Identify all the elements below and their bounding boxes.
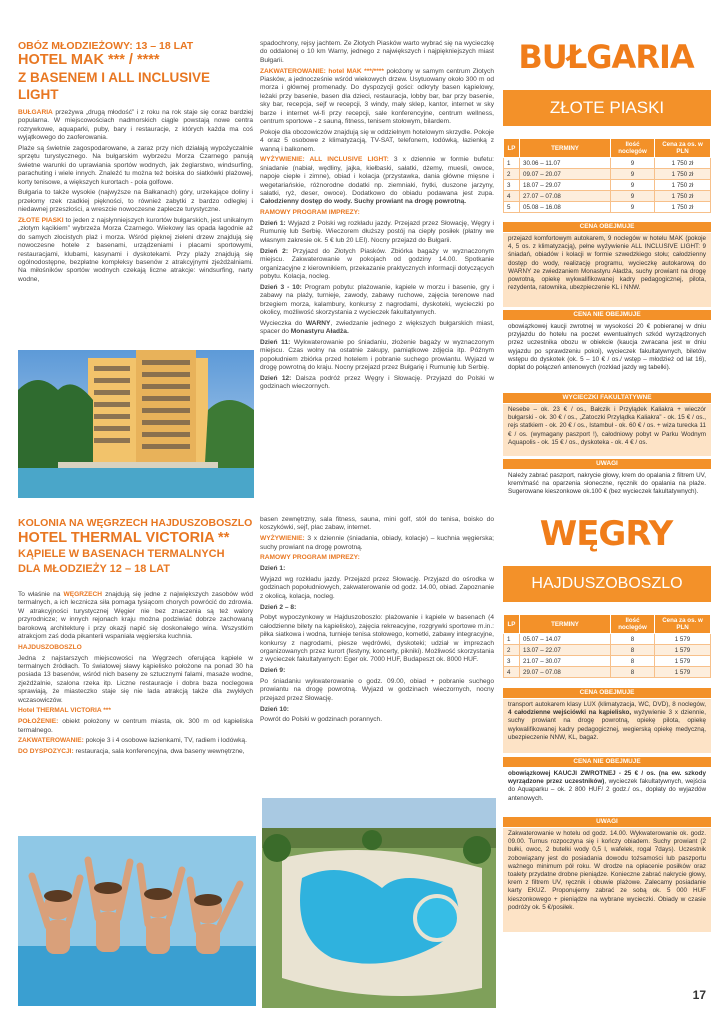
table-header-terms: TERMINY: [520, 615, 611, 634]
hungary-title-line2: HOTEL THERMAL VICTORIA **: [18, 530, 230, 546]
table-row: 1 05.07 – 14.07 8 1 579: [504, 634, 711, 645]
bulgaria-title-line2: HOTEL MAK *** / ****: [18, 52, 160, 68]
hungary-facilities-cont: basen zewnętrzny, sala fitness, sauna, mini golf, stół do tenisa, boisko do koszykówki, sejf, plac zabaw, internet.: [260, 516, 494, 532]
hungary-price-table: [503, 614, 711, 678]
bulgaria-excludes-title: CENA NIE OBEJMUJE: [503, 310, 711, 320]
table-row: 1 30.06 – 11.07 9 1 750 zł: [504, 158, 711, 169]
hungary-day-10-label: Dzień 10:: [260, 705, 289, 713]
table-header-row: [504, 139, 711, 158]
hungary-column-right: [260, 516, 494, 796]
kids-in-pool-photo: [18, 836, 256, 1006]
table-row: 5 05.08 – 16.08 9 1 750 zł: [504, 202, 711, 213]
table-header-nights: Ilość noclegów: [611, 615, 655, 634]
bulgaria-varna-text: spadochrony, rejsy jachtem. Ze Złotych Piasków warto wybrać się na wycieczkę do oddalonej o 10 km Warny, jednego z największych i najpiękniejszych miast Bułgarii.: [260, 40, 494, 64]
country-title-bulgaria: BUŁGARIA: [518, 38, 694, 76]
bulgaria-day-3-10: Dzień 3 - 10: Program pobytu: plażowanie, kąpiele w morzu i basenie, gry i zabawy na plaży, turnieje, zawody, zabawy ruchowe, zajęcia terenowe nad brzegiem morza, kalambury, konkursy z nagrodami, dyskoteki, wycieczki po okolicy, możliwość skorzystania z wycieczek fakultatywnych.: [260, 283, 494, 316]
thermal-pool-photo: [262, 798, 496, 1008]
bulgaria-day-12: Dzień 12: Dalsza podróż przez Węgry i Słowację. Przyjazd do Polski w godzinach wieczornych.: [260, 374, 494, 391]
bulgaria-title-line3: Z BASENEM I ALL INCLUSIVE LIGHT: [18, 70, 211, 102]
table-row: 2 09.07 – 20.07 9 1 750 zł: [504, 169, 711, 180]
bulgaria-day-2: Dzień 2: Przyjazd do Złotych Piasków. Zbiórka bagaży w wyznaczonym miejscu. Zakwaterowanie w pokojach od godziny 14.00. Spotkanie organizacyjne z kierownikiem, przekazanie praktycznych informacji dotyczących pobytu. Kolacja, nocleg.: [260, 247, 494, 280]
bulgaria-column-right: [260, 40, 494, 500]
hungary-hotel-title: Hotel THERMAL VICTORIA ***: [18, 707, 111, 715]
hungary-day-1-label: Dzień 1:: [260, 565, 286, 573]
hungary-location: POŁOŻENIE: obiekt położony w centrum miasta, ok. 300 m od kąpieliska termalnego.: [18, 718, 253, 734]
table-header-nights: Ilość noclegów: [611, 139, 655, 158]
bulgaria-food: WYŻYWIENIE: ALL INCLUSIVE LIGHT: 3 x dziennie w formie bufetu: śniadanie (nabiał, wędliny, jajka, kiełbaski, sałatki, dżemy, muesli, owoce, napoje ciepłe i zimne), obiad i kolacja (przystawka, dania główne mięsne i wegetariańskie, różnorodne dodatki np. ziemniaki, frytki, duszone jarzyny, sałatki, ryż, deser, owoce). Dodatkowo do obiadu podawana jest zupa. Całodzienny dostęp do wody. Suchy prowiant na drogę powrotną.: [260, 156, 494, 206]
table-header-row: [504, 615, 711, 634]
hungary-facilities: DO DYSPOZYCJI: restauracja, sala konferencyjna, dwa baseny wewnętrzne,: [18, 748, 245, 756]
hungary-day-2-8: Pobyt wypoczynkowy w Hajduszoboszlo: plażowanie i kąpiele w basenach (4 całodzienne bilety na kąpielisko), zajęcia rekreacyjne, rozgrywki sportowe m.in.: piłka siatkowa i wodna, turnieje tenisa stołowego, kometki, zabawy integracyjne, konkursy z nagrodami, piesze wędrówki, dyskoteki; udział w imprezach organizowanych przez kurort (festyny, koncerty, pikniki). Możliwość skorzystania z wycieczek fakultatywnych: Eger ok. 7000 HUF, Budapeszt ok. 8000 HUF.: [260, 614, 494, 664]
table-header-lp: LP: [504, 139, 520, 158]
bulgaria-excursions-text: Nesebe – ok. 23 € / os., Bałczik i Przylądek Kaliakra + wieczór bułgarski - ok. 30 € / os., „Zatoczki Przylądka Kaliakra” - ok. 15 € / os., rejs statkiem - ok. 20 € / os., Istambuł - ok. 60 € / os. + wiza turecka 11 € / os. (wymagany paszport !), całodniowy pobyt w Parku Wodnym Aquapolis - ok. 15 € / os., dyskoteka - ok. 4 € / os.: [503, 404, 711, 456]
bulgaria-notes-text: Należy zabrać paszport, nakrycie głowy, krem do opalania z filtrem UV, krem/maść na oparzenia słoneczne, ręcznik do opalania na plaże. Sugerowane kieszonkowe ok.100 € (bez wycieczek fakultatywnych).: [508, 472, 706, 496]
hungary-town-title: HAJDUSZOBOSZLO: [18, 643, 82, 651]
hungary-day-2-8-label: Dzień 2 – 8:: [260, 603, 297, 611]
page-number: 17: [692, 988, 706, 1002]
bulgaria-day-11: Dzień 11: Wykwaterowanie po śniadaniu, złożenie bagaży w wyznaczonym miejscu. Czas wolny na ostatnie zakupy, pamiątkowe zdjęcia itp. Późnym popołudniem zbiórka przed hotelem i pobranie suchego prowiantu. Wyjazd w drogę powrotną do kraju. Nocny przejazd przez Bułgarię i Rumunię lub Serbię.: [260, 338, 494, 372]
bulgaria-intro: BUŁGARIA przeżywa „drugą młodość” i z roku na rok staje się coraz bardziej popularna. W miejscowościach nadmorskich ciągle powstają nowe centra rozrywkowe, aquaparki, puby, bary i restauracje, z których każda ma coś wyjątkowego do zaoferowania.: [18, 109, 253, 142]
hungary-notes-title: UWAGI: [503, 817, 711, 827]
bulgaria-price-table: [503, 138, 711, 213]
hungary-includes-text: transport autokarem klasy LUX (klimatyzacja, WC, DVD), 8 noclegów, 4 całodzienne wejściówki na kąpielisko, wyżywienie 3 x dziennie, suchy prowiant na drogę powrotną, opiekę pilota, opiekę wykwalifikowanej kadry pedagogicznej, wegierską opiekę medyczną, ubezpieczenie NNW, KL, bagaż.: [503, 699, 711, 753]
bulgaria-paragraph-mountains: Bułgaria to także wysokie (najwyższe na Bałkanach) góry, urzekające doliny i przełomy rzek rzadkiej piękności, to również zabytki z bardzo odległej i niedawnej przeszłości, a wreszcie nowoczesne zaplecze turystyczne.: [18, 189, 253, 214]
hungary-day-1: Wyjazd wg rozkładu jazdy. Przejazd przez Słowację. Przyjazd do ośrodka w godzinach popołudniowych, zakwaterowanie od godz. 14.00, obiad. Zapoznanie z okolicą, kolacja, nocleg.: [260, 576, 494, 600]
hungary-column-left: [18, 516, 253, 836]
hungary-excludes-text: obowiązkowej KAUCJI ZWROTNEJ - 25 € / os. (na ew. szkody wyrządzone przez uczestników), wycieczek fakultatywnych, wejścia do Aquaparku – ok. 2 800 HUF/ 2 godz./ os., dopłaty do wyjazdów antenowych.: [508, 770, 706, 802]
bulgaria-includes-title: CENA OBEJMUJE: [503, 222, 711, 232]
hungary-day-10: Powrót do Polski w godzinach porannych.: [260, 716, 383, 724]
bulgaria-title-line1: OBÓZ MŁODZIEŻOWY: 13 – 18 LAT: [18, 40, 194, 52]
bulgaria-includes-text: przejazd komfortowym autokarem, 9 noclegów w hotelu MAK (pokoje 4, 5 os. z klimatyzacją), pełne wyżywienie ALL INCLUSIVE LIGHT: 9 śniadań, obiadów i kolacji w formie szwedzkiego stołu; całodzienny dostęp do wody, realizację programu, wycieczkę autokarową do WARNY ze zwiedzaniem Monastyru Aładża, suchy prowiant na drogę powrotną, opiekę wykwalifikowanej kadry pedagogicznej, pilota, rezydenta, ratownika, ubezpieczenie KL i NNW.: [503, 233, 711, 307]
table-row: 3 18.07 – 29.07 9 1 750 zł: [504, 180, 711, 191]
hungary-day-9: Po śniadaniu wykwaterowanie o godz. 09.00, obiad + pobranie suchego prowiantu na drogę powrotną. Wyjazd w godzinach wieczornych, nocny przejazd przez Słowację.: [260, 678, 494, 702]
bulgaria-notes-title: UWAGI: [503, 459, 711, 469]
hungary-town-text: Jedna z najstarszych miejscowości na Węgrzech oferująca kąpiele w termalnych źródłach. To światowej sławy kąpielisko położone na ponad 30 ha posiada 13 basenów, wśród nich baseny ze sztucznymi falami, masaże wodne, zjeżdżalnie, szalona rzeka itp. Liczne restauracje i dobra baza noclegowa sprawiają, że miasteczko staje się nie lada atrakcją także dla zwykłych wczasowiczów.: [18, 654, 253, 704]
hungary-excludes-title: CENA NIE OBEJMUJE: [503, 757, 711, 767]
table-header-terms: TERMINY: [520, 139, 611, 158]
hungary-food: WYŻYWIENIE: 3 x dziennie (śniadania, obiady, kolacje) – kuchnia węgierska; suchy prowiant na drogę powrotną.: [260, 535, 494, 551]
table-header-price: Cena za os. w PLN: [655, 139, 711, 158]
hungary-title-line3: KĄPIELE W BASENACH TERMALNYCH: [18, 548, 225, 560]
table-header-price: Cena za os. w PLN: [655, 615, 711, 634]
hungary-program-title: RAMOWY PROGRAM IMPREZY:: [260, 554, 360, 562]
hungary-includes-title: CENA OBEJMUJE: [503, 688, 711, 698]
bulgaria-excludes-text: obowiązkowej kaucji zwrotnej w wysokości 20 € pobieranej w dniu przyjazdu do hotelu na poczet ewentualnych szkód wyrządzonych przez uczestnika obozu w obiekcie (kaucja zwracana jest w dniu wyjazdu po sprawdzeniu pokoi), wycieczek fakultatywnych, biletów wstępu do dyskotek (ok. 5 – 10 € / os./ wstęp – młodzież od lat 16), dopłat do połączeń antenowych (rozkład jazdy wg tabelki).: [508, 323, 706, 372]
hungary-accommodation: ZAKWATEROWANIE: pokoje 3 i 4 osobowe łazienkami, TV, radiem i lodówką.: [18, 737, 247, 745]
bulgaria-excursions-title: WYCIECZKI FAKULTATYWNE: [503, 393, 711, 403]
resort-band-hajduszoboszlo: HAJDUSZOBOSZLO: [503, 566, 711, 602]
table-row: 2 13.07 – 22.07 8 1 579: [504, 645, 711, 656]
table-row: 4 27.07 – 07.08 9 1 750 zł: [504, 191, 711, 202]
hungary-title-line4: DLA MŁODZIEŻY 12 – 18 LAT: [18, 563, 170, 575]
resort-band-zlote-piaski: ZŁOTE PIASKI: [503, 90, 711, 126]
hungary-day-9-label: Dzień 9:: [260, 667, 286, 675]
bulgaria-day-1: Dzień 1: Wyjazd z Polski wg rozkładu jazdy. Przejazd przez Słowację, Węgry i Rumunię lub Serbię. Wieczorem dłuższy postój na ciepły posiłek (płatny we własnym zakresie ok. 5 € lub 20 LEI). Nocny przejazd do Bułgarii.: [260, 220, 494, 244]
country-title-hungary: WĘGRY: [539, 514, 673, 554]
bulgaria-rooms: Pokoje dla obozowiczów znajdują się w oddzielnym hotelowym skrzydle. Pokoje 4 oraz 5 osobowe z klimatyzacją, TV-SAT, telefonem, lodówką, łazienką z wanną i balkonem.: [260, 128, 494, 153]
hungary-title-line1: KOLONIA NA WĘGRZECH HAJDUSZOBOSZLO: [18, 517, 253, 529]
bulgaria-accommodation: ZAKWATEROWANIE: hotel MAK ***/**** położony w samym centrum Złotych Piasków, a jednocześnie wśród wiekowych drzew. Usytuowany około 300 m od morza i głównej promenady. Do dyspozycji gości: odkryty basen kąpielowy, leżaki przy basenie, basen dla dzieci, restauracja, lobby bar, bar przy basenie, sky bar, recepcja, sejf w recepcji, 3 windy, mały sklep, kantor, internet w sky barze i internet wi-fi przy recepcji, sale konferencyjne, centrum wellness, centrum sportowe - z sauną, fitness, tenisem stołowym, bilardem.: [260, 67, 494, 126]
bulgaria-varna-trip: Wycieczka do WARNY, zwiedzanie jednego z większych bułgarskich miast, spacer do Monastyru Aładża.: [260, 319, 494, 336]
hungary-notes-text: Zakwaterowanie w hotelu od godz. 14.00. Wykwaterowanie ok. godz. 09.00. Turnus rozpoczyna się i kończy obiadem. Suchy prowiant (2 bułki, owoc, 2 butelki wody 0,5 l, wafelek, rogal 7days). Uczestnik zobowiązany jest do posiadania dowodu tożsamości lub paszportu ważnego minimum pół roku. W drodze na opłacenie posiłków oraz toalety przydatne drobne pieniądze. Konieczne zabrać nakrycie głowy, krem z filtrem UV, ręcznik i obuwie plażowe. Zalecamy posiadanie karty EKUZ. Proponujemy zabrać ze sobą ok. 5 000 HUF kieszonkowego + pieniądze na wybrane wycieczki. Obiady w czasie podróży ok. 5 €/posiłek.: [503, 828, 711, 932]
table-header-lp: LP: [504, 615, 520, 634]
bulgaria-program-title: RAMOWY PROGRAM IMPREZY:: [260, 209, 360, 217]
hungary-intro: To właśnie na WĘGRZECH znajdują się jedne z największych zasobów wód termalnych, a ich lecznicza siła pomaga tysiącom chorych powrócić do zdrowia. W atrakcyjności turystycznej Węgier nie bez znaczenia są też walory przyrodnicze; w innych rejonach kraju można podziwiać dobrze zachowaną barokową architekturę i przy okazji napić się doskonałego wina. Wszystkim atrakcjom zaś doda pikanterii wspaniała węgierska kuchnia.: [18, 591, 253, 641]
bulgaria-paragraph-beaches: Plaże są świetnie zagospodarowane, a zaraz przy nich działają wypożyczalnie sprzętu turystycznego. Na bułgarskim wybrzeżu Morza Czarnego panują świetne warunki do uprawiania sportów wodnych, jak żeglarstwo, windsurfing, parachuting i wiele innych. Znaleźć tu można też boiska do siatkówki plażowej, korty tenisowe, a większych kurortach - pola golfowe.: [18, 145, 253, 186]
hotel-mak-photo: [18, 350, 254, 498]
bulgaria-paragraph-golden-sands: ZŁOTE PIASKI to jeden z najsłynniejszych kurortów bułgarskich, jest unikalnym „złotym kącikiem” wybrzeża Morza Czarnego. Wiekowy las opada łagodnie aż do samych złocistych plaż i morza. Wśród pięknej zieleni drzew znajdują się nowoczesne hotele z basenami, urządzeniami i placami sportowymi, restauracjami, klubami, kasynami i dyskotekami. Przy plaży znajdują się ogólnodostępne, bezpłatne kompleksy basenów z atrakcyjnymi zjeżdżalniami. Na miłośników sportów wodnych czekają liczne atrakcje: windsurfing, narty wodne,: [18, 217, 253, 283]
table-row: 4 29.07 – 07.08 8 1 579: [504, 667, 711, 678]
table-row: 3 21.07 – 30.07 8 1 579: [504, 656, 711, 667]
